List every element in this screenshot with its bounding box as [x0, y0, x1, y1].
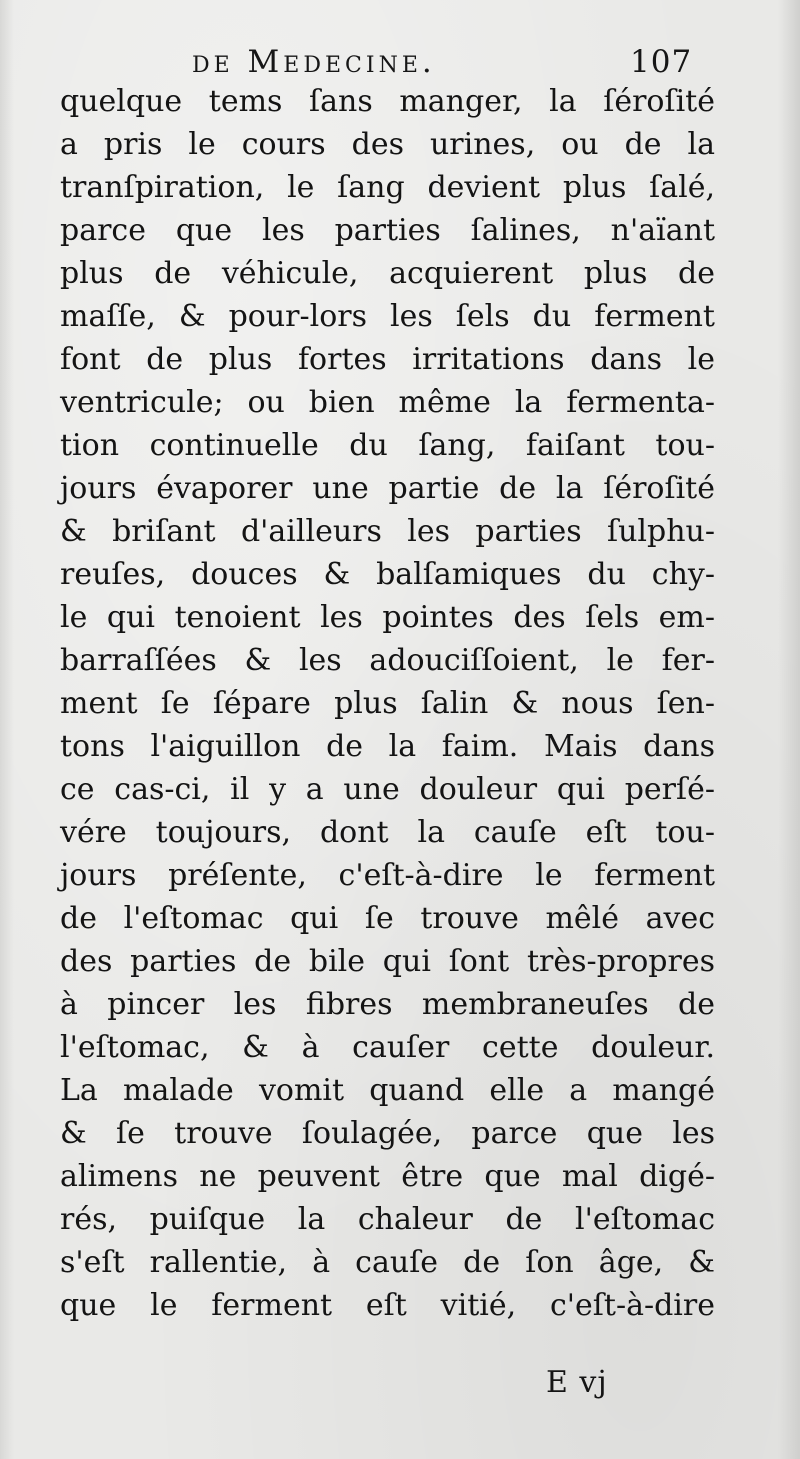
- text-line: font de plus fortes irritations dans le: [60, 342, 715, 377]
- text-line: La malade vomit quand elle a mangé: [60, 1073, 715, 1108]
- text-line: & ſe trouve ſoulagée, parce que les: [60, 1116, 715, 1151]
- text-line: l'eſtomac, & à cauſer cette douleur.: [60, 1030, 715, 1065]
- text-line: s'eſt rallentie, à cauſe de ſon âge, &: [60, 1245, 715, 1280]
- text-line: parce que les parties ſalines, n'aïant: [60, 213, 715, 248]
- text-line: ment ſe ſépare plus ſalin & nous ſen-: [60, 686, 715, 721]
- text-line: à pincer les fibres membraneuſes de: [60, 987, 715, 1022]
- text-line: ce cas-ci, il y a une douleur qui perſé-: [60, 772, 715, 807]
- text-line: quelque tems ſans manger, la ſéroſité: [60, 84, 715, 119]
- text-line: jours préſente, c'eſt-à-dire le ferment: [60, 858, 715, 893]
- text-line: tion continuelle du ſang, faiſant tou-: [60, 428, 715, 463]
- text-line: tons l'aiguillon de la faim. Mais dans: [60, 729, 715, 764]
- text-line: ventricule; ou bien même la fermenta-: [60, 385, 715, 420]
- text-line: le qui tenoient les pointes des ſels em-: [60, 600, 715, 635]
- page-edge-shadow: [778, 0, 800, 1459]
- text-line: plus de véhicule, acquierent plus de: [60, 256, 715, 291]
- text-line: jours évaporer une partie de la ſéroſité: [60, 471, 715, 506]
- text-line: des parties de bile qui ſont très-propres: [60, 944, 715, 979]
- page-number: 107: [630, 44, 693, 80]
- text-line: reuſes, douces & balſamiques du chy-: [60, 557, 715, 592]
- text-line: vére toujours, dont la cauſe eſt tou-: [60, 815, 715, 850]
- text-line: tranſpiration, le ſang devient plus ſalé,: [60, 170, 715, 205]
- text-line: alimens ne peuvent être que mal digé-: [60, 1159, 715, 1194]
- body-text: [60, 80, 715, 1327]
- text-line: que le ferment eſt vitié, c'eſt-à-dire: [60, 1288, 715, 1323]
- text-line: de l'eſtomac qui ſe trouve mêlé avec: [60, 901, 715, 936]
- text-line: rés, puiſque la chaleur de l'eſtomac: [60, 1202, 715, 1237]
- text-line: maſſe, & pour-lors les ſels du ferment: [60, 299, 715, 334]
- page-gutter-shadow: [0, 0, 14, 1459]
- text-line: barraſſées & les adouciſſoient, le fer-: [60, 643, 715, 678]
- running-title: de Medecine.: [192, 44, 436, 80]
- signature-mark: E vj: [546, 1365, 608, 1400]
- text-line: a pris le cours des urines, ou de la: [60, 127, 715, 162]
- text-line: & briſant d'ailleurs les parties ſulphu-: [60, 514, 715, 549]
